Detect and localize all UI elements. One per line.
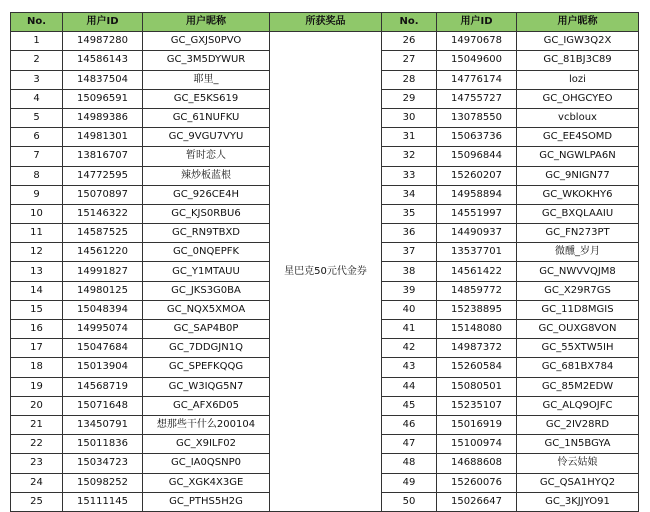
row-no-cell: 33 (382, 166, 437, 185)
row-no-cell: 14 (11, 281, 63, 300)
nickname-cell: GC_9VGU7VYU (143, 128, 270, 147)
header-row (11, 13, 639, 32)
nickname-cell: GC_Y1MTAUU (143, 262, 270, 281)
row-no-cell: 32 (382, 147, 437, 166)
nickname-cell: GC_QSA1HYQ2 (517, 473, 639, 492)
row-no-cell: 20 (11, 396, 63, 415)
row-no-cell: 26 (382, 32, 437, 51)
nickname-cell: GC_681BX784 (517, 358, 639, 377)
row-no-cell: 31 (382, 128, 437, 147)
row-no-cell: 36 (382, 224, 437, 243)
table-body (11, 32, 639, 512)
row-no-cell: 44 (382, 377, 437, 396)
user-id-cell: 15260207 (437, 166, 517, 185)
nickname-cell: GC_FN273PT (517, 224, 639, 243)
nickname-cell: GC_OUXG8VON (517, 320, 639, 339)
nickname-cell: 微醺_岁月 (517, 243, 639, 262)
header-no: No. (11, 13, 63, 32)
nickname-cell: GC_1N5BGYA (517, 435, 639, 454)
nickname-cell: GC_7DDGJN1Q (143, 339, 270, 358)
nickname-cell: GC_X9ILF02 (143, 435, 270, 454)
user-id-cell: 15100974 (437, 435, 517, 454)
row-no-cell: 25 (11, 492, 63, 511)
prize-cell: 星巴克50元代金券 (270, 32, 382, 512)
row-no-cell: 24 (11, 473, 63, 492)
nickname-cell: GC_AFX6D05 (143, 396, 270, 415)
user-id-cell: 15071648 (63, 396, 143, 415)
nickname-cell: GC_NWVVQJM8 (517, 262, 639, 281)
nickname-cell: 暂时恋人 (143, 147, 270, 166)
nickname-cell: GC_GXJS0PVO (143, 32, 270, 51)
row-no-cell: 22 (11, 435, 63, 454)
user-id-cell: 14991827 (63, 262, 143, 281)
nickname-cell: GC_PTHS5H2G (143, 492, 270, 511)
row-no-cell: 11 (11, 224, 63, 243)
nickname-cell: GC_OHGCYEO (517, 89, 639, 108)
user-id-cell: 15260076 (437, 473, 517, 492)
user-id-cell: 15235107 (437, 396, 517, 415)
nickname-cell: 想那些干什么200104 (143, 415, 270, 434)
row-no-cell: 40 (382, 300, 437, 319)
user-id-cell: 14688608 (437, 454, 517, 473)
row-no-cell: 28 (382, 70, 437, 89)
row-no-cell: 23 (11, 454, 63, 473)
user-id-cell: 14776174 (437, 70, 517, 89)
header-user-id: 用户ID (63, 13, 143, 32)
row-no-cell: 16 (11, 320, 63, 339)
user-id-cell: 15063736 (437, 128, 517, 147)
row-no-cell: 12 (11, 243, 63, 262)
row-no-cell: 34 (382, 185, 437, 204)
header-user-id-2: 用户ID (437, 13, 517, 32)
nickname-cell: lozi (517, 70, 639, 89)
nickname-cell: GC_85M2EDW (517, 377, 639, 396)
user-id-cell: 15146322 (63, 204, 143, 223)
user-id-cell: 14837504 (63, 70, 143, 89)
user-id-cell: 14981301 (63, 128, 143, 147)
user-id-cell: 15096844 (437, 147, 517, 166)
nickname-cell: GC_11D8MGIS (517, 300, 639, 319)
row-no-cell: 4 (11, 89, 63, 108)
row-no-cell: 39 (382, 281, 437, 300)
user-id-cell: 15238895 (437, 300, 517, 319)
user-id-cell: 15111145 (63, 492, 143, 511)
row-no-cell: 10 (11, 204, 63, 223)
user-id-cell: 14980125 (63, 281, 143, 300)
user-id-cell: 14490937 (437, 224, 517, 243)
user-id-cell: 15047684 (63, 339, 143, 358)
row-no-cell: 15 (11, 300, 63, 319)
nickname-cell: GC_WKOKHY6 (517, 185, 639, 204)
table-row (11, 32, 639, 51)
row-no-cell: 43 (382, 358, 437, 377)
row-no-cell: 42 (382, 339, 437, 358)
nickname-cell: GC_2IV28RD (517, 415, 639, 434)
user-id-cell: 15070897 (63, 185, 143, 204)
row-no-cell: 7 (11, 147, 63, 166)
row-no-cell: 37 (382, 243, 437, 262)
row-no-cell: 48 (382, 454, 437, 473)
user-id-cell: 14989386 (63, 108, 143, 127)
nickname-cell: GC_E5KS619 (143, 89, 270, 108)
row-no-cell: 46 (382, 415, 437, 434)
nickname-cell: 辣炒板蓝根 (143, 166, 270, 185)
nickname-cell: GC_926CE4H (143, 185, 270, 204)
nickname-cell: GC_0NQEPFK (143, 243, 270, 262)
nickname-cell: GC_KJS0RBU6 (143, 204, 270, 223)
user-id-cell: 15048394 (63, 300, 143, 319)
row-no-cell: 27 (382, 51, 437, 70)
user-id-cell: 14987280 (63, 32, 143, 51)
header-nickname-2: 用户昵称 (517, 13, 639, 32)
nickname-cell: GC_IGW3Q2X (517, 32, 639, 51)
user-id-cell: 15011836 (63, 435, 143, 454)
user-id-cell: 14551997 (437, 204, 517, 223)
row-no-cell: 21 (11, 415, 63, 434)
user-id-cell: 15034723 (63, 454, 143, 473)
row-no-cell: 19 (11, 377, 63, 396)
winners-table (10, 12, 639, 512)
nickname-cell: 耶里_ (143, 70, 270, 89)
user-id-cell: 15049600 (437, 51, 517, 70)
nickname-cell: GC_SPEFKQQG (143, 358, 270, 377)
row-no-cell: 13 (11, 262, 63, 281)
row-no-cell: 38 (382, 262, 437, 281)
nickname-cell: GC_9NIGN77 (517, 166, 639, 185)
user-id-cell: 14970678 (437, 32, 517, 51)
header-nickname: 用户昵称 (143, 13, 270, 32)
user-id-cell: 14755727 (437, 89, 517, 108)
user-id-cell: 15080501 (437, 377, 517, 396)
nickname-cell: GC_55XTW5IH (517, 339, 639, 358)
user-id-cell: 15013904 (63, 358, 143, 377)
user-id-cell: 14958894 (437, 185, 517, 204)
nickname-cell: GC_NQX5XMOA (143, 300, 270, 319)
user-id-cell: 14587525 (63, 224, 143, 243)
nickname-cell: GC_W3IQG5N7 (143, 377, 270, 396)
nickname-cell: GC_3KJJYO91 (517, 492, 639, 511)
nickname-cell: GC_61NUFKU (143, 108, 270, 127)
row-no-cell: 45 (382, 396, 437, 415)
user-id-cell: 14772595 (63, 166, 143, 185)
nickname-cell: GC_XGK4X3GE (143, 473, 270, 492)
user-id-cell: 15026647 (437, 492, 517, 511)
user-id-cell: 13450791 (63, 415, 143, 434)
user-id-cell: 15096591 (63, 89, 143, 108)
user-id-cell: 15016919 (437, 415, 517, 434)
row-no-cell: 6 (11, 128, 63, 147)
user-id-cell: 14561220 (63, 243, 143, 262)
user-id-cell: 15098252 (63, 473, 143, 492)
user-id-cell: 14568719 (63, 377, 143, 396)
nickname-cell: GC_JKS3G0BA (143, 281, 270, 300)
row-no-cell: 18 (11, 358, 63, 377)
row-no-cell: 35 (382, 204, 437, 223)
user-id-cell: 14987372 (437, 339, 517, 358)
nickname-cell: GC_EE4SOMD (517, 128, 639, 147)
row-no-cell: 2 (11, 51, 63, 70)
row-no-cell: 47 (382, 435, 437, 454)
user-id-cell: 13537701 (437, 243, 517, 262)
row-no-cell: 50 (382, 492, 437, 511)
nickname-cell: 怜云姑娘 (517, 454, 639, 473)
nickname-cell: GC_X29R7GS (517, 281, 639, 300)
row-no-cell: 8 (11, 166, 63, 185)
user-id-cell: 14859772 (437, 281, 517, 300)
row-no-cell: 5 (11, 108, 63, 127)
nickname-cell: GC_ALQ9OJFC (517, 396, 639, 415)
nickname-cell: vcbloux (517, 108, 639, 127)
user-id-cell: 15148080 (437, 320, 517, 339)
row-no-cell: 30 (382, 108, 437, 127)
row-no-cell: 3 (11, 70, 63, 89)
row-no-cell: 9 (11, 185, 63, 204)
user-id-cell: 13816707 (63, 147, 143, 166)
nickname-cell: GC_SAP4B0P (143, 320, 270, 339)
user-id-cell: 13078550 (437, 108, 517, 127)
header-prize: 所获奖品 (270, 13, 382, 32)
nickname-cell: GC_3M5DYWUR (143, 51, 270, 70)
row-no-cell: 49 (382, 473, 437, 492)
nickname-cell: GC_RN9TBXD (143, 224, 270, 243)
user-id-cell: 14561422 (437, 262, 517, 281)
nickname-cell: GC_IA0QSNP0 (143, 454, 270, 473)
row-no-cell: 41 (382, 320, 437, 339)
row-no-cell: 1 (11, 32, 63, 51)
nickname-cell: GC_81BJ3C89 (517, 51, 639, 70)
row-no-cell: 29 (382, 89, 437, 108)
user-id-cell: 14995074 (63, 320, 143, 339)
header-no-2: No. (382, 13, 437, 32)
user-id-cell: 15260584 (437, 358, 517, 377)
nickname-cell: GC_BXQLAAIU (517, 204, 639, 223)
user-id-cell: 14586143 (63, 51, 143, 70)
row-no-cell: 17 (11, 339, 63, 358)
nickname-cell: GC_NGWLPA6N (517, 147, 639, 166)
